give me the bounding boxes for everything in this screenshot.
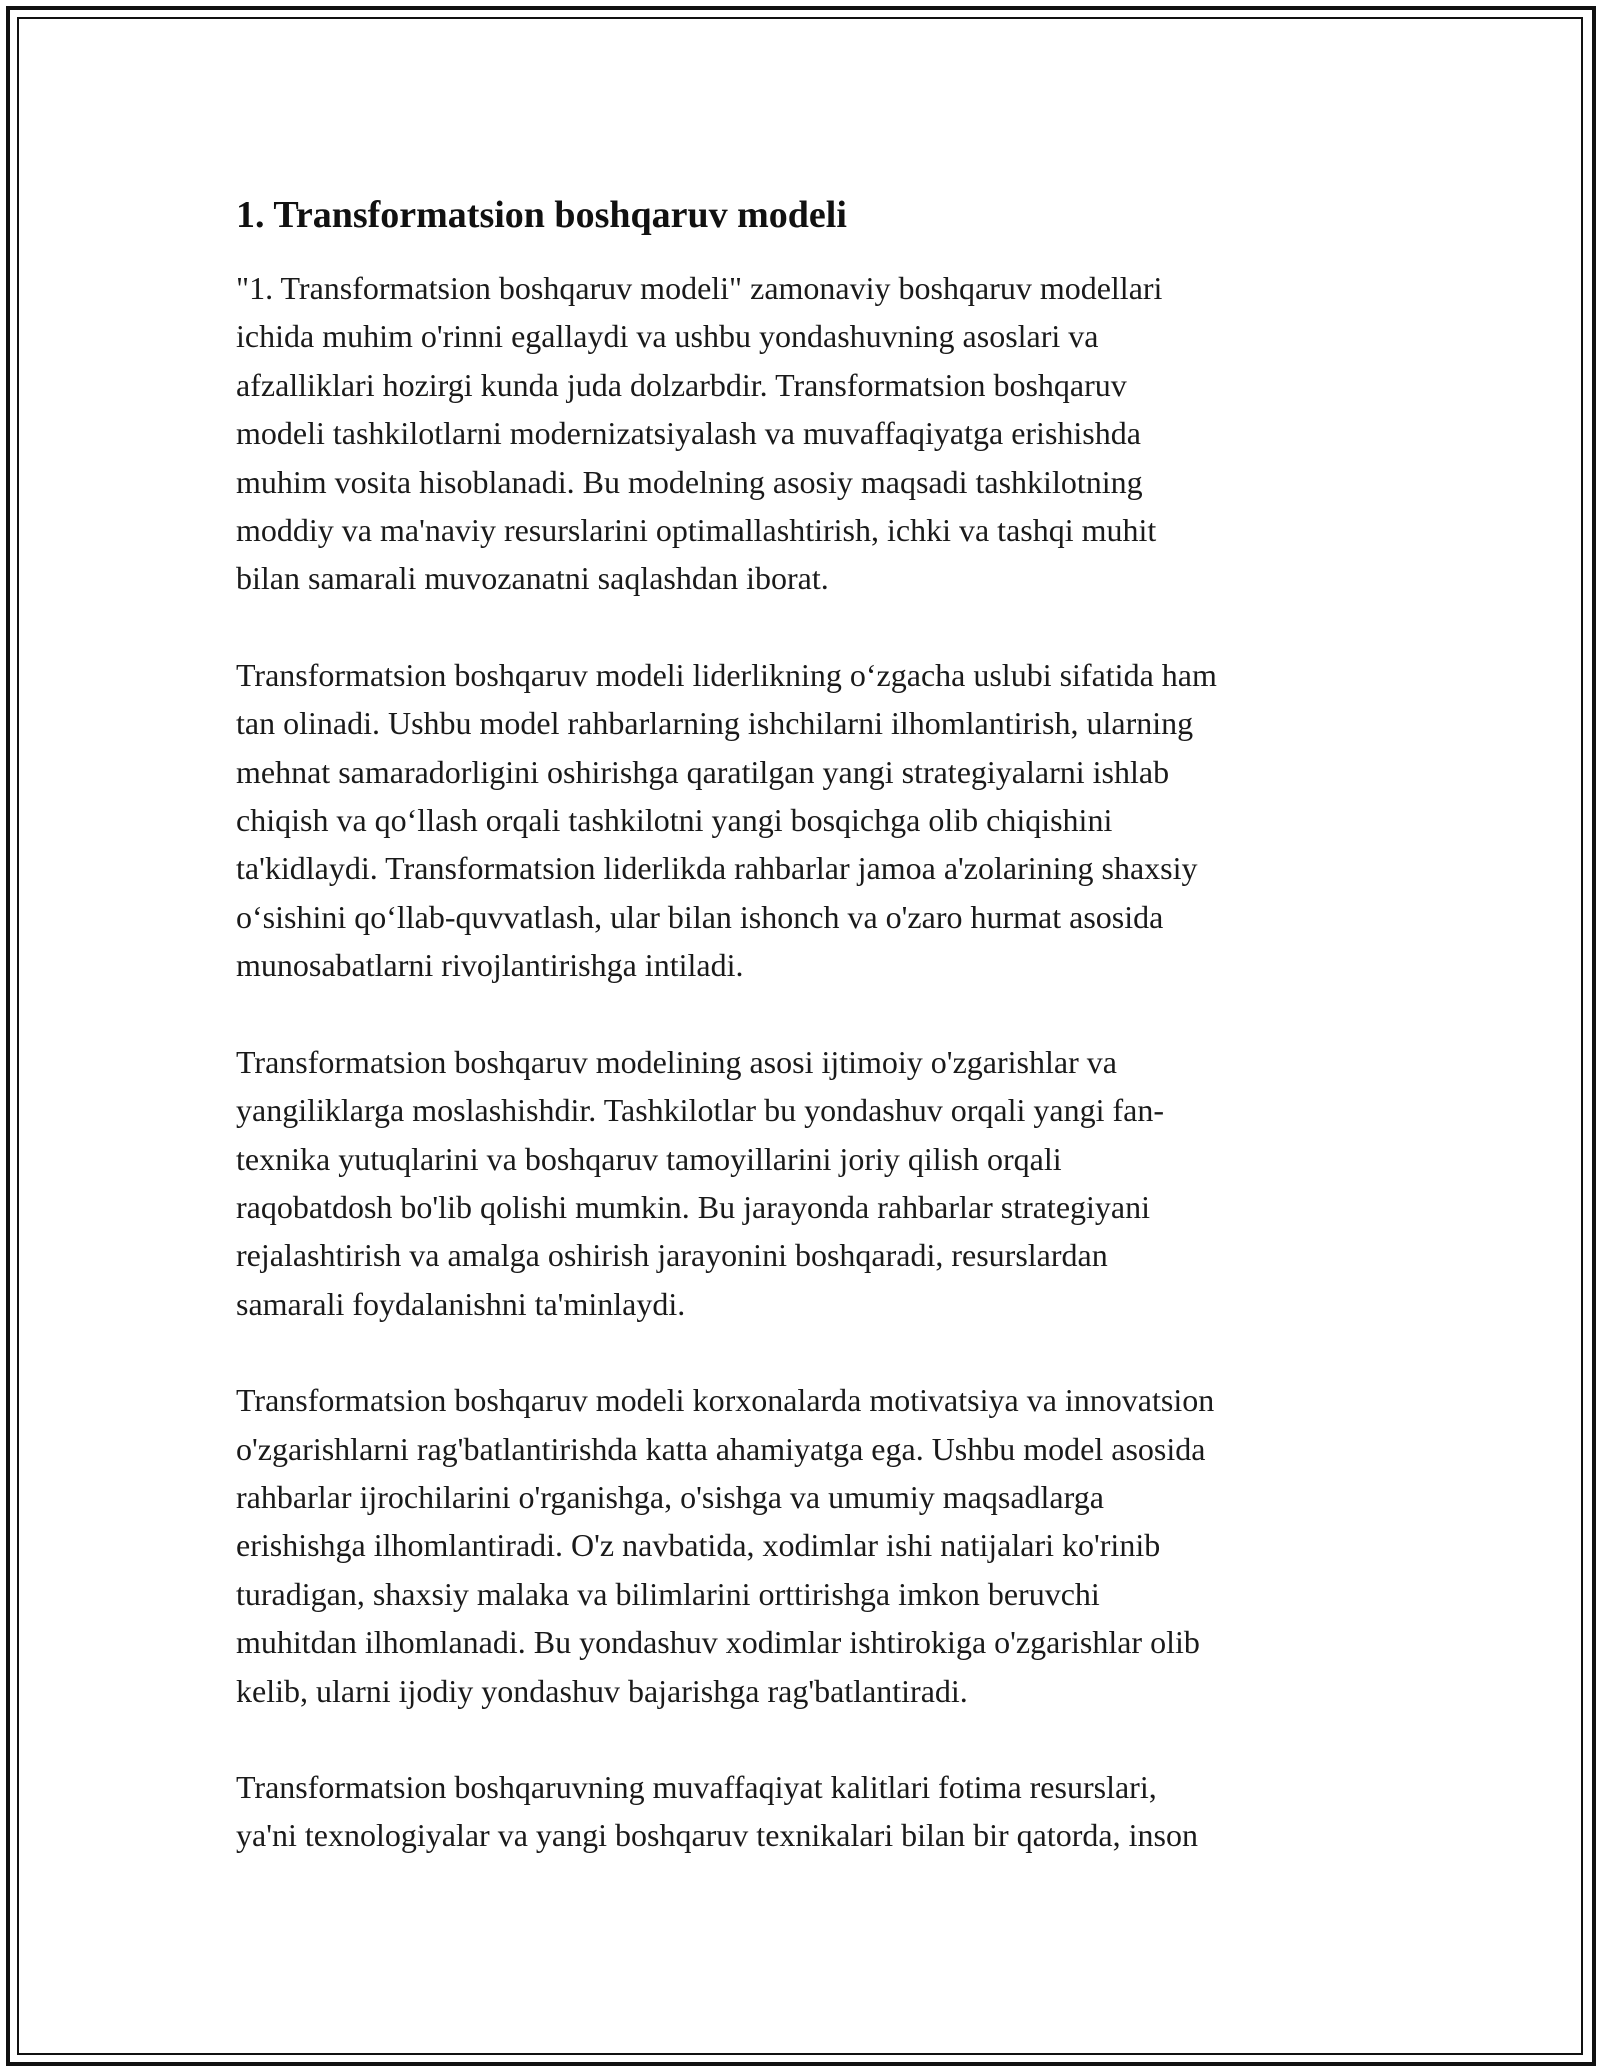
paragraph-line: Transformatsion boshqaruv modeli korxonalarda motivatsiya va innovatsion [236,1382,1215,1419]
paragraph-line: kelib, ularni ijodiy yondashuv bajarishga rag'batlantiradi. [236,1672,968,1709]
paragraph-line: "1. Transformatsion boshqaruv modeli" zamonaviy boshqaruv modellari [236,270,1163,306]
paragraph-line: ta'kidlaydi. Transformatsion liderlikda rahbarlar jamoa a'zolarining shaxsiy [236,850,1198,887]
paragraph-3 [236,1038,1376,1328]
paragraph-line: yangiliklarga moslashishdir. Tashkilotlar bu yondashuv orqali yangi fan- [236,1092,1164,1129]
paragraph-1 [236,264,1376,603]
paragraph-line: Transformatsion boshqaruv modeli liderlikning o‘zgacha uslubi sifatida ham [236,656,1217,693]
paragraph-line: Transformatsion boshqaruvning muvaffaqiyat kalitlari fotima resurslari, [236,1768,1157,1805]
paragraph-line: texnika yutuqlarini va boshqaruv tamoyillarini joriy qilish orqali [236,1140,1062,1177]
paragraph-line: rejalashtirish va amalga oshirish jarayonini boshqaradi, resurslardan [236,1237,1108,1274]
paragraph-line: erishishga ilhomlantiradi. O'z navbatida, xodimlar ishi natijalari ko'rinib [236,1527,1161,1564]
paragraph-line: raqobatdosh bo'lib qolishi mumkin. Bu jarayonda rahbarlar strategiyani [236,1188,1150,1225]
paragraph-line: turadigan, shaxsiy malaka va bilimlarini orttirishga imkon beruvchi [236,1575,1100,1612]
paragraph-line: rahbarlar ijrochilarini o'rganishga, o'sishga va umumiy maqsadlarga [236,1478,1104,1515]
paragraph-line: muhim vosita hisoblanadi. Bu modelning asosiy maqsadi tashkilotning [236,463,1143,500]
paragraph-2 [236,651,1376,990]
paragraph-line: muhitdan ilhomlanadi. Bu yondashuv xodimlar ishtirokiga o'zgarishlar olib [236,1624,1200,1661]
paragraph-4 [236,1376,1376,1715]
paragraph-line: ichida muhim o'rinni egallaydi va ushbu yondashuvning asoslari va [236,318,1099,355]
paragraph-line: o‘sishini qo‘llab-quvvatlash, ular bilan ishonch va o'zaro hurmat asosida [236,898,1164,935]
paragraph-line: tan olinadi. Ushbu model rahbarlarning ishchilarni ilhomlantirish, ularning [236,705,1194,742]
paragraph-line: modeli tashkilotlarni modernizatsiyalash va muvaffaqiyatga erishishda [236,415,1141,452]
paragraph-5 [236,1763,1376,1860]
paragraph-line: chiqish va qo‘llash orqali tashkilotni yangi bosqichga olib chiqishini [236,802,1113,839]
paragraph-line: o'zgarishlarni rag'batlantirishda katta ahamiyatga ega. Ushbu model asosida [236,1430,1206,1467]
section-heading: 1. Transformatsion boshqaruv modeli [236,194,847,236]
paragraph-line: munosabatlarni rivojlantirishga intiladi. [236,947,744,984]
paragraph-line: mehnat samaradorligini oshirishga qaratilgan yangi strategiyalarni ishlab [236,753,1170,790]
paragraph-line: afzalliklari hozirgi kunda juda dolzarbdir. Transformatsion boshqaruv [236,366,1127,403]
paragraph-line: bilan samarali muvozanatni saqlashdan iborat. [236,560,829,597]
document-body [236,186,1376,1908]
paragraph-line: ya'ni texnologiyalar va yangi boshqaruv texnikalari bilan bir qatorda, inson [236,1817,1198,1854]
paragraph-line: Transformatsion boshqaruv modelining asosi ijtimoiy o'zgarishlar va [236,1043,1117,1080]
paragraph-line: samarali foydalanishni ta'minlaydi. [236,1285,686,1322]
paragraph-line: moddiy va ma'naviy resurslarini optimallashtirish, ichki va tashqi muhit [236,512,1157,549]
